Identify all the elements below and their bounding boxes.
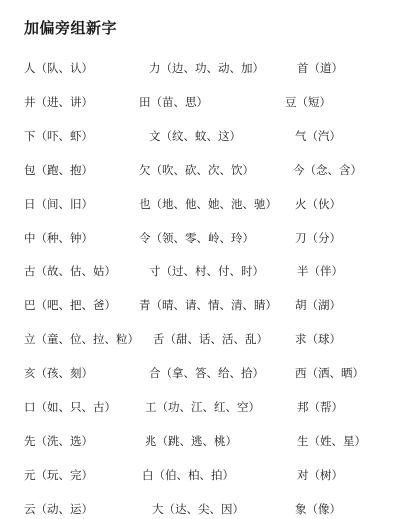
word-group-col-1: 先（洗、选）	[24, 433, 93, 448]
word-group-col-2: 寸（过、村、付、时）	[149, 264, 264, 279]
word-group-col-3: 气（汽）	[295, 128, 341, 143]
table-row	[0, 58, 400, 78]
word-group-col-2: 舌（甜、话、活、乱）	[153, 332, 268, 347]
word-group-col-3: 刀（分）	[295, 230, 341, 245]
word-group-col-3: 邦（帮）	[297, 400, 343, 414]
table-row	[0, 92, 400, 112]
page-title: 加偏旁组新字	[24, 19, 118, 37]
word-group-col-3: 今（念、含）	[293, 162, 362, 177]
table-row	[0, 363, 400, 383]
word-group-col-3: 象（像）	[295, 501, 341, 516]
word-group-col-3: 对（树）	[297, 467, 343, 482]
word-group-col-3: 首（道）	[297, 61, 343, 75]
word-group-col-2: 田（苗、思）	[139, 94, 208, 109]
table-row	[0, 397, 400, 417]
table-row	[0, 126, 400, 146]
word-group-col-1: 口（如、只、古）	[24, 400, 116, 414]
table-row	[0, 261, 400, 281]
word-group-col-2: 兆（跳、逃、桃）	[145, 433, 237, 448]
table-row	[0, 431, 400, 451]
table-row	[0, 194, 400, 214]
word-group-col-1: 下（吓、虾）	[24, 128, 93, 143]
table-row	[0, 295, 400, 315]
word-group-col-3: 豆（短）	[285, 94, 331, 109]
word-group-col-3: 胡（湖）	[295, 298, 341, 313]
word-group-col-2: 合（拿、答、给、拾）	[149, 366, 264, 381]
word-group-col-2: 青（晴、请、情、清、睛）	[139, 298, 277, 313]
table-row	[0, 329, 400, 349]
word-group-col-1: 元（玩、完）	[24, 467, 93, 482]
word-group-col-1: 包（跑、抱）	[24, 162, 93, 177]
table-row	[0, 465, 400, 485]
word-group-col-2: 令（领、零、岭、玲）	[139, 230, 254, 245]
word-group-col-1: 立（童、位、拉、粒）	[24, 332, 139, 347]
word-group-col-1: 巴（吧、把、爸）	[24, 298, 116, 313]
word-group-col-3: 火（伙）	[295, 196, 341, 211]
word-group-col-1: 古（故、估、姑）	[24, 264, 116, 279]
word-group-col-1: 日（间、旧）	[24, 196, 93, 211]
word-group-col-2: 文（纹、蚊、这）	[149, 128, 241, 143]
word-group-col-3: 求（球）	[295, 332, 341, 347]
word-group-col-1: 中（种、钟）	[24, 230, 93, 245]
word-group-col-1: 云（动、运）	[24, 501, 93, 516]
word-group-col-2: 欠（吹、砍、次、饮）	[139, 162, 254, 177]
table-row	[0, 499, 400, 519]
word-group-col-1: 亥（孩、刻）	[24, 366, 93, 381]
word-group-col-2: 大（达、尖、因）	[152, 501, 244, 516]
word-group-col-2: 力（边、功、动、加）	[149, 61, 264, 75]
word-group-col-2: 也（地、他、她、池、驰）	[139, 196, 277, 211]
word-group-col-1: 人（队、认）	[24, 61, 93, 75]
word-group-col-3: 生（姓、星）	[297, 433, 366, 448]
table-row	[0, 228, 400, 248]
word-group-col-3: 半（伴）	[297, 264, 343, 279]
word-group-col-2: 白（伯、柏、拍）	[142, 467, 234, 482]
word-group-col-2: 工（功、江、红、空）	[145, 400, 260, 414]
table-row	[0, 160, 400, 180]
word-group-col-3: 西（洒、晒）	[295, 366, 364, 381]
word-group-col-1: 井（进、讲）	[24, 94, 93, 109]
